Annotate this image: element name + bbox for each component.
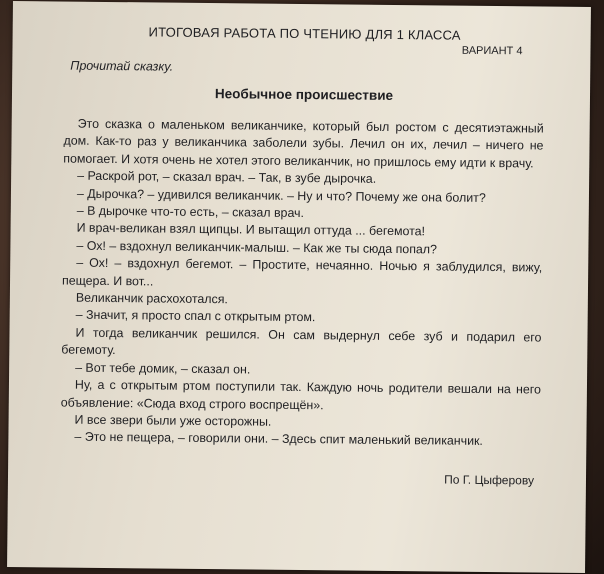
variant-label: ВАРИАНТ 4 (461, 44, 523, 58)
instruction-text: Прочитай сказку. (70, 58, 174, 74)
story-paragraph: – Ох! – вздохнул великанчик-малыш. – Как же ты сюда попал? (76, 238, 438, 257)
story-title: Необычное происшествие (214, 86, 394, 103)
story-paragraph: – Дырочка? – удивился великанчик. – Ну и что? Почему же она болит? (76, 186, 486, 205)
story-paragraph: – В дырочке что-то есть, – сказал врач. (76, 203, 305, 221)
story-paragraph: – Это не пещера, – говорили они. – Здесь спит маленький великанчик. (74, 429, 483, 449)
story-paragraph: Это сказка о маленьком великанчике, который был ростом с десятиэтажный дом. Как-то раз у великанчика заболели зубы. Лечил он их, лечил – ничего не помогает. И хотя очень не хотел этого великанчик, но пришлось ему идти к врачу. (63, 116, 544, 171)
story-paragraph: – Раскрой рот, – сказал врач. – Так, в зубе дырочка. (77, 168, 377, 187)
story-paragraph: И тогда великанчик решился. Он сам выдернул себе зуб и подарил его бегемоту. (61, 325, 542, 358)
story-paragraph: Великанчик расхохотался. (75, 290, 228, 307)
worksheet-header: ИТОГОВАЯ РАБОТА ПО ЧТЕНИЮ ДЛЯ 1 КЛАССА (148, 24, 461, 43)
story-paragraph: И все звери были уже осторожны. (74, 412, 272, 429)
author-credit: По Г. Цыферову (444, 472, 535, 488)
paper-sheet (7, 1, 591, 573)
story-paragraph: Ну, а с открытым ртом поступили так. Каждую ночь родители вешали на него объявление: «Сюда вход строго воспрещён». (60, 377, 542, 412)
story-body (60, 116, 543, 452)
story-paragraph: – Значит, я просто спал с открытым ртом. (75, 308, 316, 325)
story-paragraph: – Вот тебе домик, – сказал он. (75, 360, 251, 377)
story-paragraph: И врач-великан взял щипцы. И вытащил оттуда ... бегемота! (76, 221, 426, 239)
story-paragraph: – Ох! – вздохнул бегемот. – Простите, нечаянно. Ночью я заблудился, вижу, пещера. И вот... (61, 255, 543, 289)
